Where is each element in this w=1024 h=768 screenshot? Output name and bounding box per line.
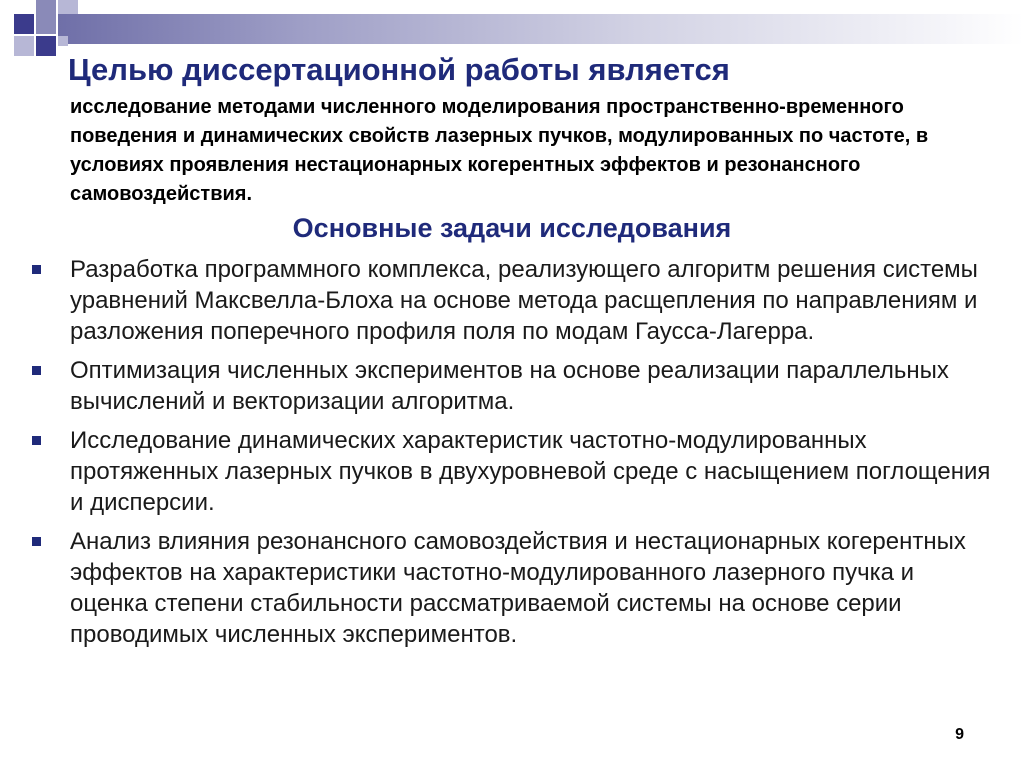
list-item [0,254,1024,347]
decoration-square [36,0,56,14]
task-list [0,254,1024,658]
decoration-square [14,36,34,56]
list-item [0,526,1024,650]
decoration-square [58,0,78,14]
decoration-square [14,14,34,34]
square-bullet-icon [32,265,41,274]
decoration-square [58,36,68,46]
square-bullet-icon [32,537,41,546]
list-item [0,355,1024,417]
thesis-goal-text: исследование методами численного моделирования пространственно-временного поведения и динамических свойств лазерных пучков, модулированных по частоте, в условиях проявления нестационарных когерентных эффектов и резонансного самовоздействия. [70,96,929,205]
task-text: Разработка программного комплекса, реализующего алгоритм решения системы уравнений Максвелла-Блоха на основе метода расщепления по направлениям и разложения поперечного профиля поля по модам Гаусса-Лагерра. [70,256,978,345]
task-text: Анализ влияния резонансного самовоздействия и нестационарных когерентных эффектов на характеристики частотно-модулированного лазерного пучка и оценка степени стабильности рассматриваемой системы на основе серии проводимых численных экспериментов. [70,528,966,648]
square-bullet-icon [32,366,41,375]
page-number: 9 [955,726,964,743]
decoration-square [36,36,56,56]
slide-title: Целью диссертационной работы является [68,52,730,87]
list-item [0,425,1024,518]
task-text: Оптимизация численных экспериментов на основе реализации параллельных вычислений и векторизации алгоритма. [70,357,949,415]
square-bullet-icon [32,436,41,445]
header-decoration-bar [58,14,1024,44]
tasks-heading: Основные задачи исследования [292,213,732,243]
decoration-square [36,14,56,34]
task-text: Исследование динамических характеристик частотно-модулированных протяженных лазерных пучков в двухуровневой среде с насыщением поглощения и дисперсии. [70,427,991,516]
